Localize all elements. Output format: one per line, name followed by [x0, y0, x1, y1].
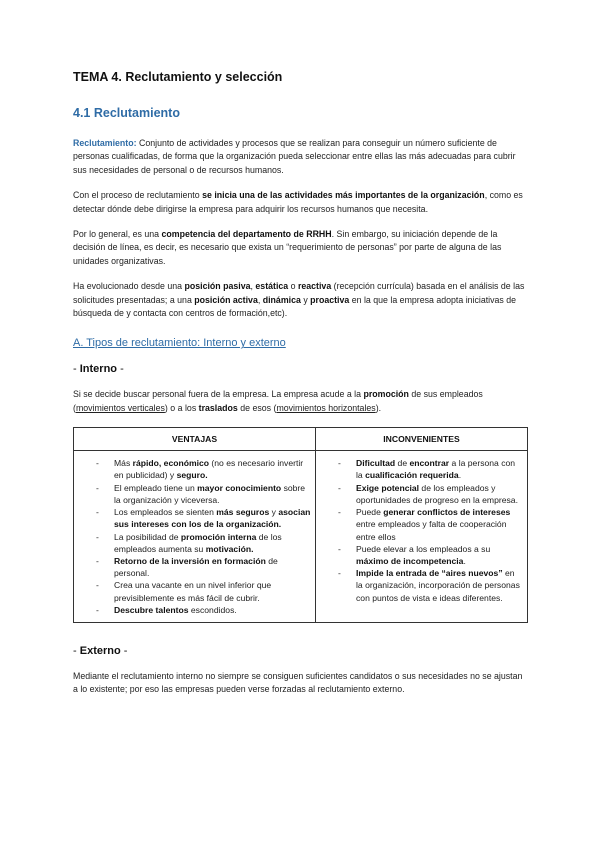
- list-item: - Puede generar conflictos de intereses entre empleados y falta de cooperación entre ellos: [316, 506, 523, 543]
- interno-heading: - Interno -: [73, 363, 124, 376]
- paragraph-reclutamiento-definition: Reclutamiento: Conjunto de actividades y procesos que se realizan para conseguir un número suficiente de personas cualificadas, de forma que la organización pueda seleccionar entre ellas las más adecuadas para cubrir sus necesidades de personal o de recursos humanos.: [73, 138, 516, 175]
- paragraph-proceso: Con el proceso de reclutamiento se inicia una de las actividades más importantes de la organización, como es detectar dónde debe dirigirse la empresa para adquirir los recursos humanos que necesita.: [73, 190, 523, 214]
- table-header-inconvenientes: INCONVENIENTES: [316, 428, 528, 451]
- document-title: TEMA 4. Reclutamiento y selección: [73, 70, 283, 84]
- paragraph-evolucion: Ha evolucionado desde una posición pasiva, estática o reactiva (recepción currícula) basada en el análisis de las solicitudes presentadas; a una posición activa, dinámica y proactiva en la que la empresa adopta iniciativas de búsqueda de y contacta con centros de formación,etc).: [73, 281, 525, 319]
- paragraph-externo: Mediante el reclutamiento interno no siempre se consiguen suficientes candidatos o sus necesidades no se ajustan a lo existente; por eso las empresas pueden verse forzadas al reclutamiento externo.: [73, 670, 523, 695]
- inconvenientes-list: [316, 457, 523, 603]
- ventajas-cell: [74, 451, 316, 623]
- list-item: - Los empleados se sienten más seguros y asocian sus intereses con los de la organización.: [74, 506, 311, 530]
- table-header-ventajas: VENTAJAS: [74, 428, 316, 451]
- list-item: - La posibilidad de promoción interna de los empleados aumenta su motivación.: [74, 531, 311, 555]
- definition-label: Reclutamiento:: [73, 138, 137, 148]
- list-item: - Más rápido, económico (no es necesario invertir en publicidad) y seguro.: [74, 457, 311, 481]
- ventajas-list: [74, 457, 311, 616]
- paragraph-competencia: Por lo general, es una competencia del departamento de RRHH. Sin embargo, su iniciación depende de la decisión de línea, es decir, es necesario que exista un “requerimiento de personas” por parte de alguna de las unidades organizativas.: [73, 229, 502, 266]
- list-item: - Impide la entrada de “aires nuevos” en la organización, incorporación de personas con puntos de vista e ideas diferentes.: [316, 567, 523, 604]
- list-item: - Crea una vacante en un nivel inferior que previsiblemente es más fácil de cubrir.: [74, 579, 311, 603]
- list-item: - Dificultad de encontrar a la persona con la cualificación requerida.: [316, 457, 523, 481]
- externo-heading: - Externo -: [73, 644, 128, 657]
- list-item: - Exige potencial de los empleados y oportunidades de progreso en la empresa.: [316, 482, 523, 506]
- subsection-tipos-heading: A. Tipos de reclutamiento: Interno y externo: [73, 337, 286, 350]
- ventajas-inconvenientes-table: [73, 427, 528, 623]
- list-item: - Descubre talentos escondidos.: [74, 604, 311, 616]
- section-heading: 4.1 Reclutamiento: [73, 106, 180, 120]
- inconvenientes-cell: [316, 451, 528, 623]
- list-item: - Retorno de la inversión en formación de personal.: [74, 555, 311, 579]
- list-item: - El empleado tiene un mayor conocimiento sobre la organización y viceversa.: [74, 482, 311, 506]
- paragraph-interno: Si se decide buscar personal fuera de la empresa. La empresa acude a la promoción de sus empleados (movimientos verticales) o a los traslados de esos (movimientos horizontales).: [73, 389, 483, 413]
- document-page: [73, 70, 528, 709]
- list-item: - Puede elevar a los empleados a su máximo de incompetencia.: [316, 543, 523, 567]
